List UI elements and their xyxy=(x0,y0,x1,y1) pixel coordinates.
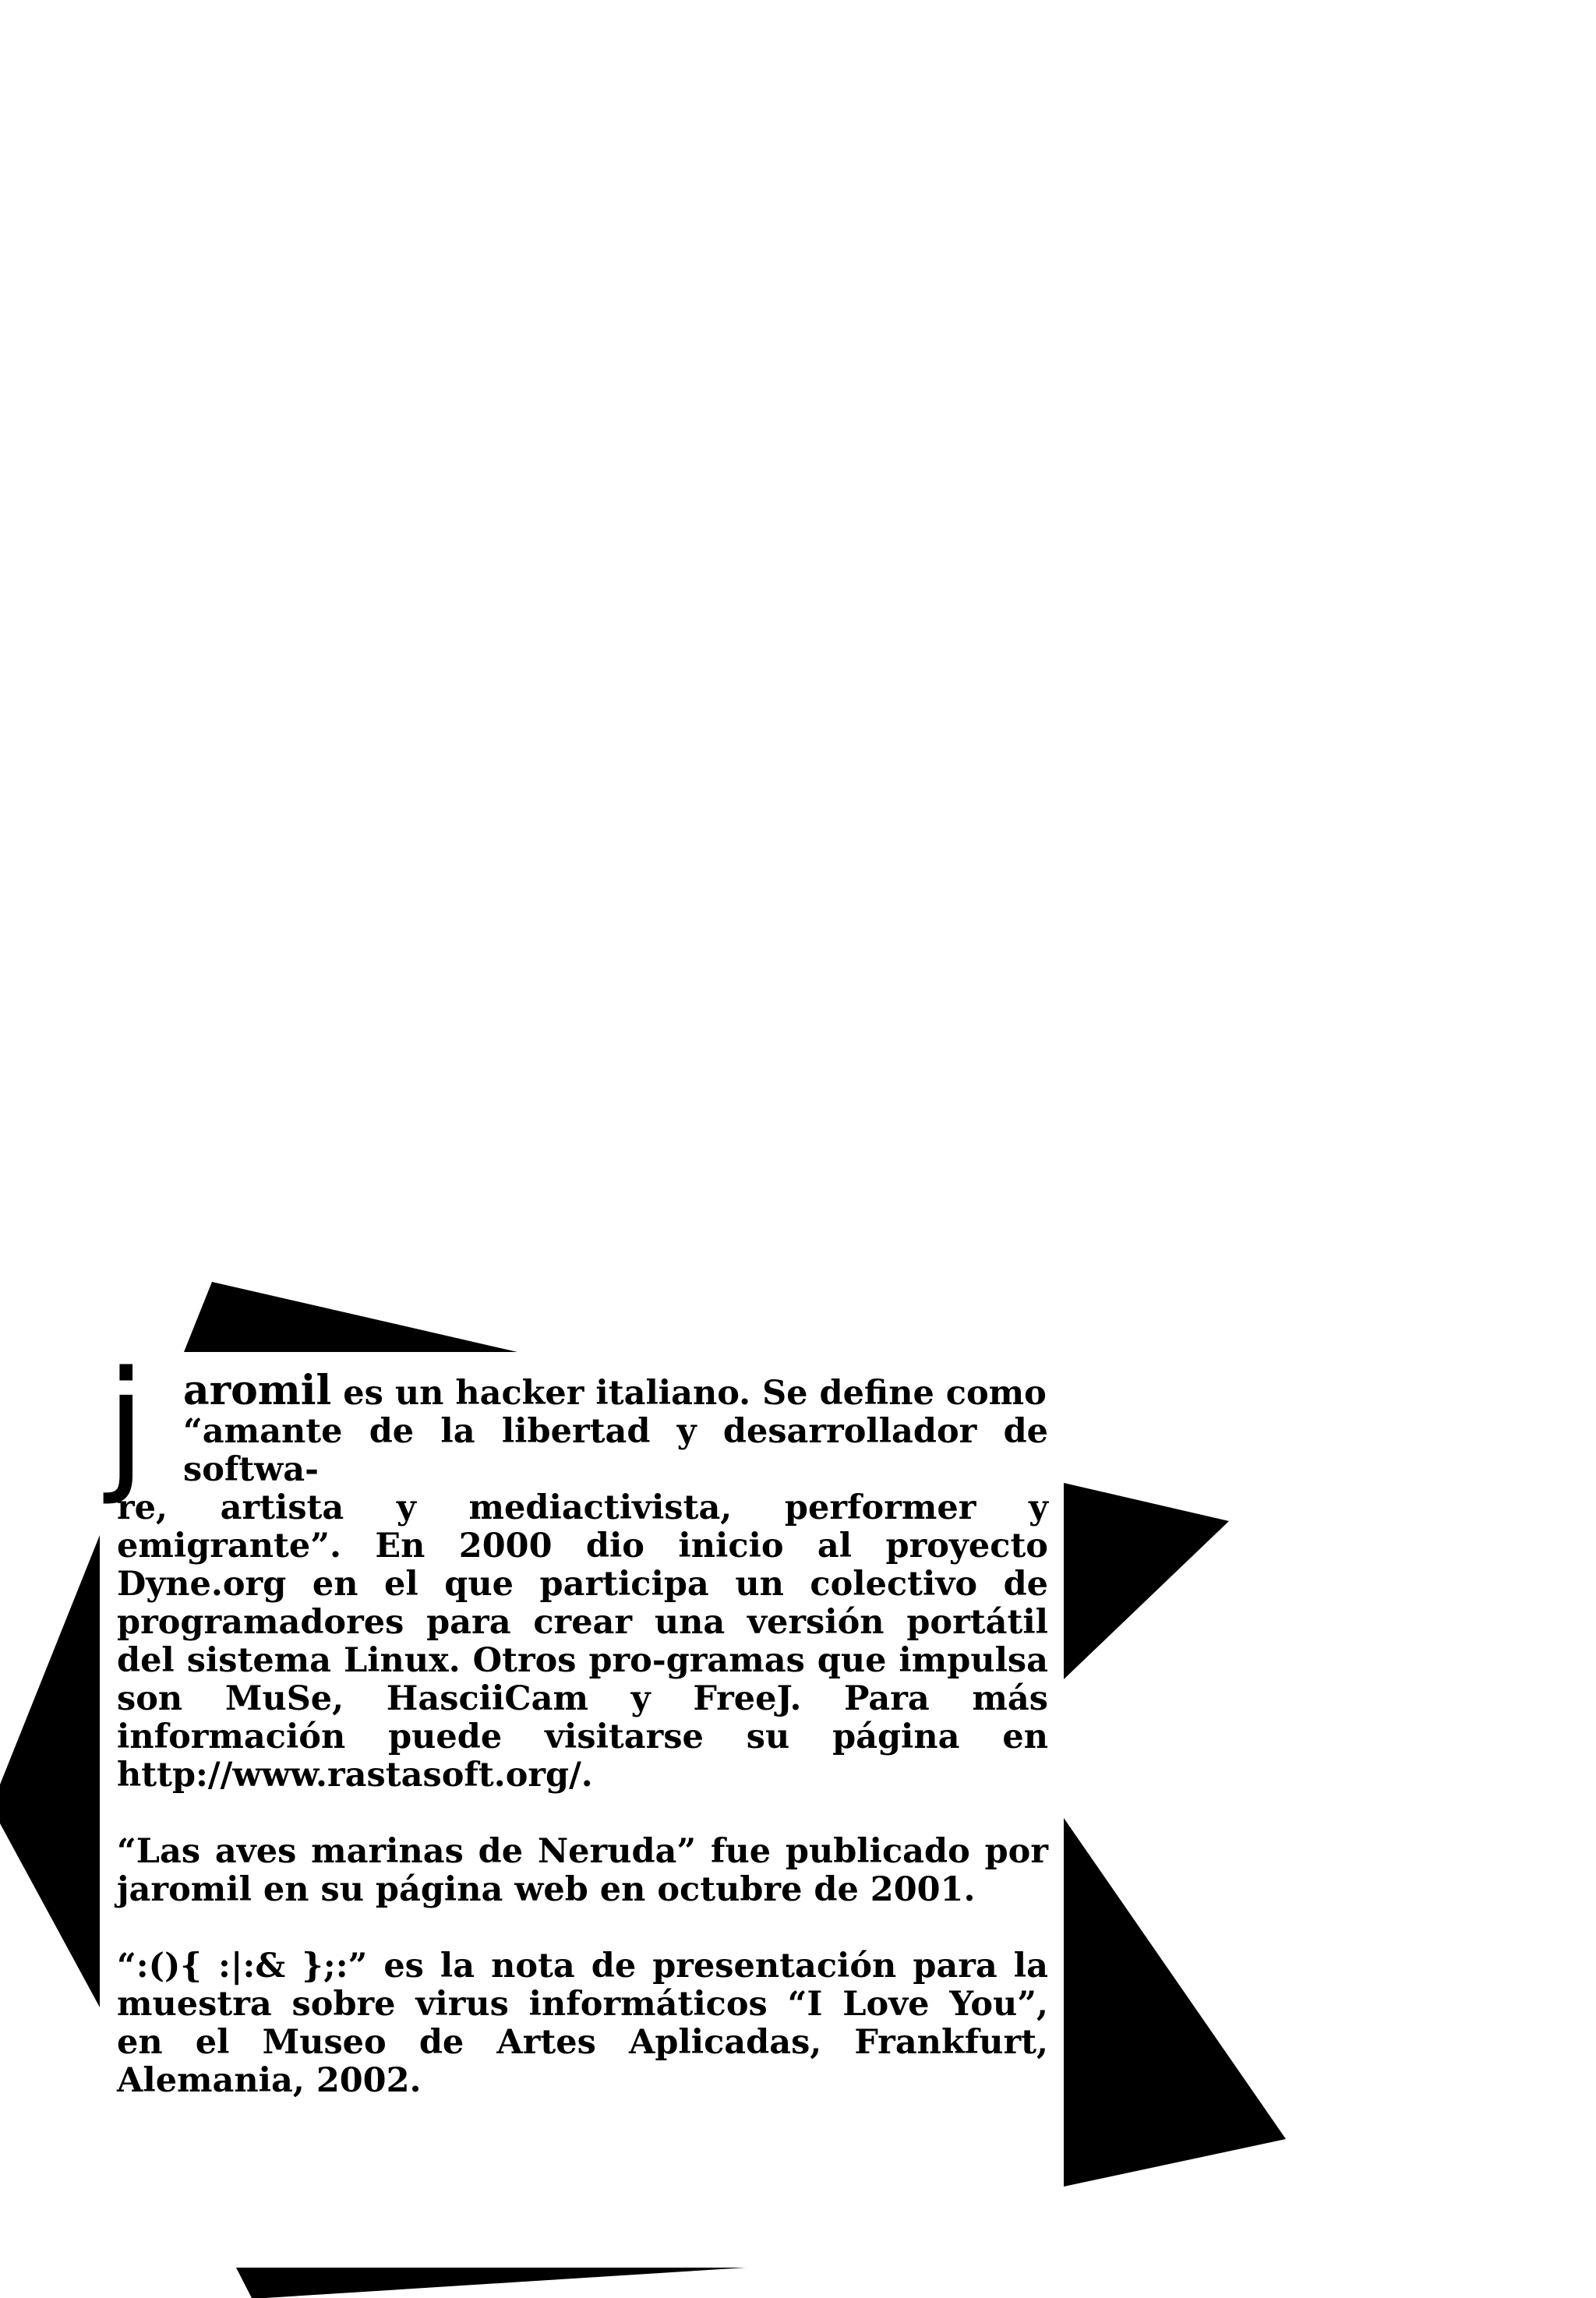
triangle-left xyxy=(0,1535,100,2007)
bio-first-line xyxy=(117,1367,1048,1414)
exhibition-note: “:(){ :|:& };:” es la nota de presentación para la muestra sobre virus informáticos “I Love You”, en el Museo de Artes Aplicadas, Frankfurt, Alemania, 2002. xyxy=(117,1947,1048,2100)
text-block xyxy=(106,1340,1048,2100)
drop-cap: j xyxy=(106,1340,147,1508)
bio-paragraph xyxy=(106,1340,1048,1795)
triangle-right-upper xyxy=(1064,1483,1229,1679)
author-name: aromil xyxy=(183,1367,332,1414)
publication-note: “Las aves marinas de Neruda” fue publicado por jaromil en su página web en octubre de 2001. xyxy=(117,1832,1048,1909)
triangle-top xyxy=(184,1282,517,1352)
bio-second-line: “amante de la libertad y desarrollador de softwa- xyxy=(183,1412,1048,1489)
triangle-bottom xyxy=(236,2268,746,2298)
bio-body: re, artista y mediactivista, performer y emigrante”. En 2000 dio inicio al proyecto Dyne.org en el que participa un colectivo de programadores para crear una versión portátil del sistema Linux. Otros pro-gramas que impulsa son MuSe, HasciiCam y FreeJ. Para más información puede visitarse su página en http://www.rastasoft.org/. xyxy=(117,1488,1048,1795)
triangle-right-lower xyxy=(1064,1818,1286,2187)
bio-line1-text: es un hacker italiano. Se define como xyxy=(331,1374,1047,1413)
